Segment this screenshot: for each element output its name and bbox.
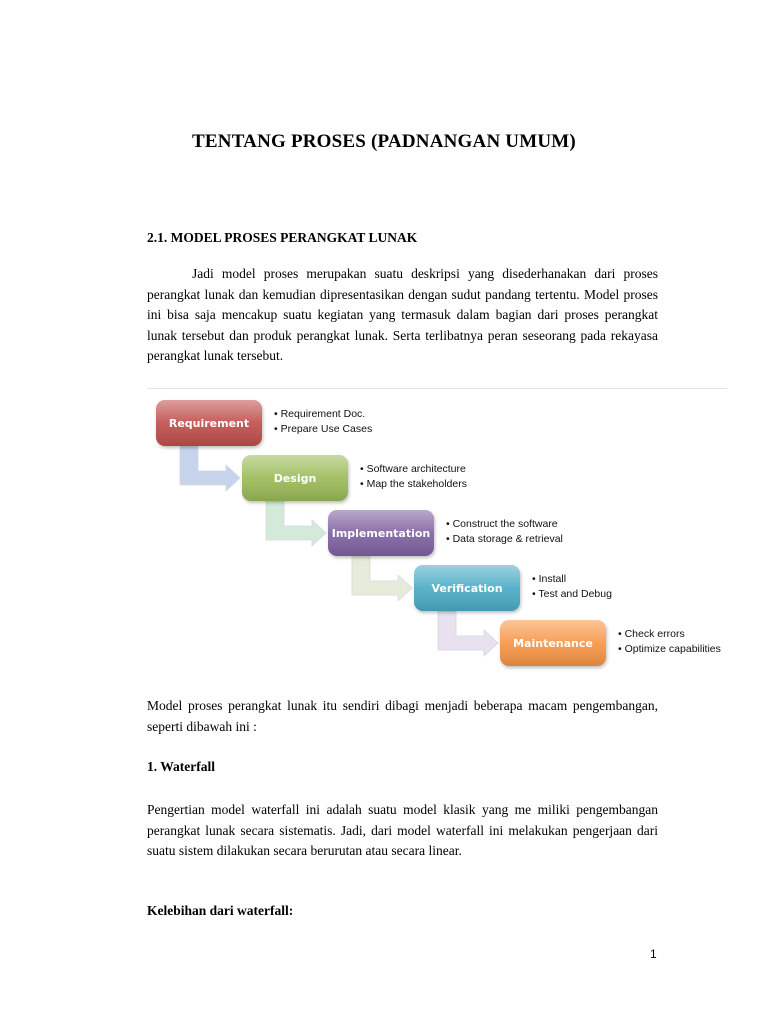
arrow-implementation-to-verification <box>352 556 412 601</box>
stage-implementation-note: • Data storage & retrieval <box>446 533 563 545</box>
stage-implementation-label: Implementation <box>331 527 431 540</box>
stage-requirement-note: • Requirement Doc. <box>274 408 366 420</box>
models-paragraph: Model proses perangkat lunak itu sendiri dibagi menjadi beberapa macam pengembangan, seperti dibawah ini : <box>147 698 658 734</box>
stage-design-note: • Software architecture <box>360 463 466 475</box>
divider <box>147 388 727 389</box>
intro-paragraph: Jadi model proses merupakan suatu deskripsi yang disederhanakan dari proses perangkat lunak dan kemudian dipresentasikan dengan sudut pandang tertentu. Model proses ini bisa saja mencakup suatu kegiatan yang termasuk dalam bagian dari proses perangkat lunak tersebut dan produk perangkat lunak. Serta terlibatnya peran seseorang pada rekayasa perangkat lunak tersebut. <box>147 266 658 363</box>
stage-verification-note: • Test and Debug <box>532 588 612 600</box>
waterfall-paragraph: Pengertian model waterfall ini adalah suatu model klasik yang me miliki pengembangan perangkat lunak secara sistematis. Jadi, dari model waterfall ini melakukan pengerjaan dari suatu sistem dilakukan secara berurutan atau secara linear. <box>147 802 658 858</box>
page-number: 1 <box>650 947 657 961</box>
advantages-heading: Kelebihan dari waterfall: <box>147 903 294 918</box>
stage-maintenance-label: Maintenance <box>513 637 593 650</box>
stage-maintenance-note: • Optimize capabilities <box>618 643 721 655</box>
arrow-requirement-to-design <box>180 446 240 491</box>
stage-design-note: • Map the stakeholders <box>360 478 467 490</box>
stage-verification-label: Verification <box>431 582 503 595</box>
waterfall-diagram <box>150 394 730 676</box>
stage-maintenance-note: • Check errors <box>618 628 685 640</box>
stage-verification-note: • Install <box>532 573 567 585</box>
stage-implementation-note: • Construct the software <box>446 518 558 530</box>
stage-requirement-note: • Prepare Use Cases <box>274 423 373 435</box>
arrow-verification-to-maintenance <box>438 611 498 656</box>
stage-design-label: Design <box>273 472 317 485</box>
stage-requirement-label: Requirement <box>168 417 250 430</box>
waterfall-heading: 1. Waterfall <box>147 759 215 774</box>
section-heading: 2.1. MODEL PROSES PERANGKAT LUNAK <box>147 230 418 245</box>
arrow-design-to-implementation <box>266 501 326 546</box>
page-title: TENTANG PROSES (PADNANGAN UMUM) <box>192 131 576 152</box>
